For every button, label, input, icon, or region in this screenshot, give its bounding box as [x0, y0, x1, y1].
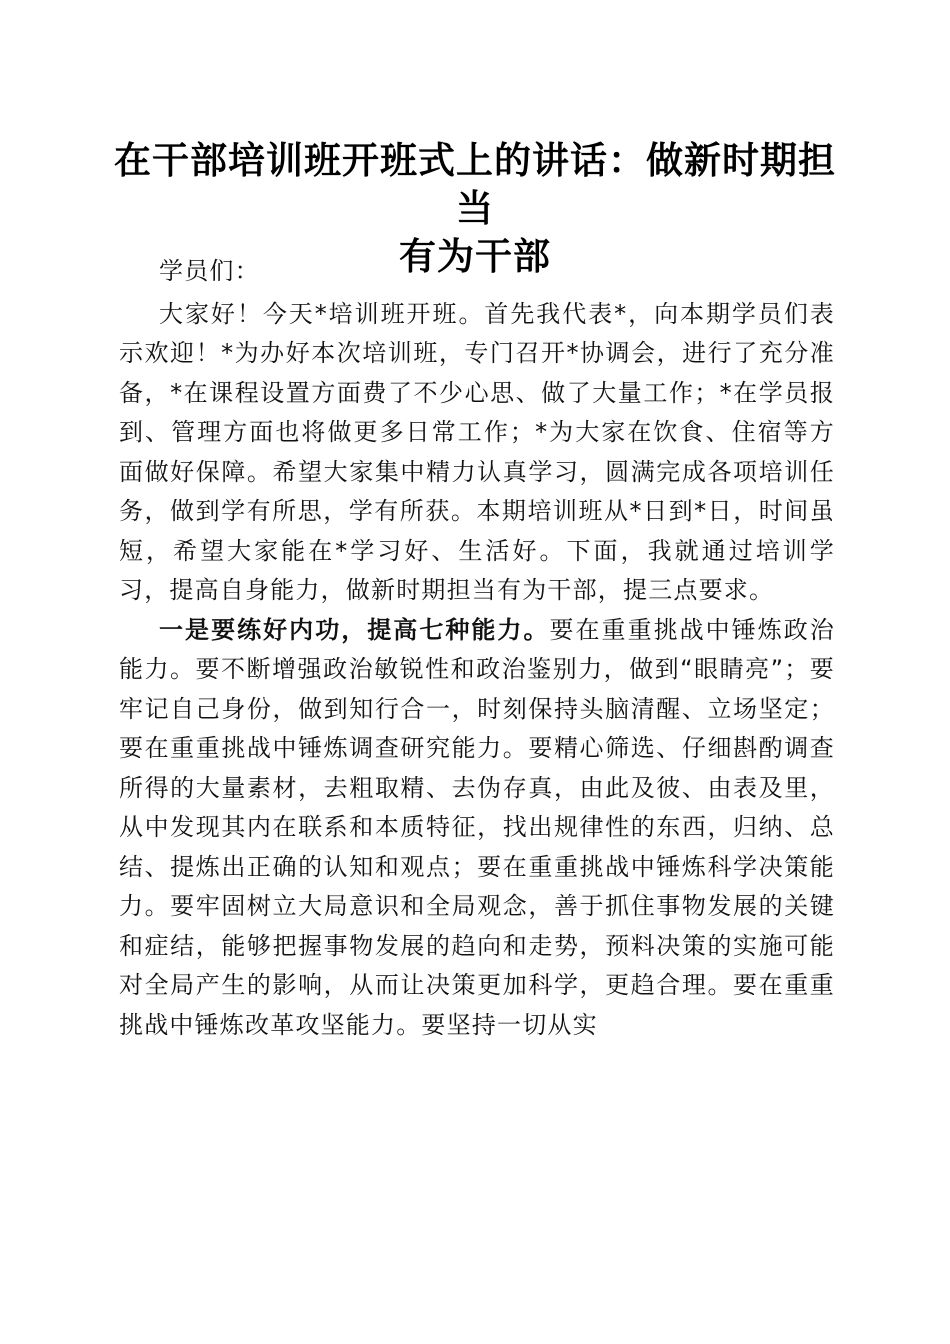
title-line-1: 在干部培训班开班式上的讲话：做新时期担当 — [114, 138, 836, 230]
greeting: 学员们： — [159, 257, 260, 285]
paragraph-intro: 大家好！今天*培训班开班。首先我代表*，向本期学员们表示欢迎！*为办好本次培训班，专门召开*协调会，进行了充分准备，*在课程设置方面费了不少心思、做了大量工作；*在学员报到、管理方面也将做更多日常工作；*为大家在饮食、住宿等方面做好保障。希望大家集中精力认真学习，圆满完成各项培训任务，做到学有所思，学有所获。本期培训班从*日到*日，时间虽短，希望大家能在*学习好、生活好。下面，我就通过培训学习，提高自身能力，做新时期担当有为干部，提三点要求。 — [119, 299, 835, 604]
document-body — [119, 252, 835, 1045]
paragraph-first-requirement — [119, 611, 835, 1046]
title-line-2: 有为干部 — [399, 234, 551, 278]
paragraph-lead: 一是要练好内功，提高七种能力。 — [159, 615, 550, 644]
paragraph-text: 要在重重挑战中锤炼政治能力。要不断增强政治敏锐性和政治鉴别力，做到“眼睛亮”；要牢记自己身份，做到知行合一，时刻保持头脑清醒、立场坚定；要在重重挑战中锤炼调查研究能力。要精心筛选、仔细斟酌调查所得的大量素材，去粗取精、去伪存真，由此及彼、由表及里，从中发现其内在联系和本质特征，找出规律性的东西，归纳、总结、提炼出正确的认知和观点；要在重重挑战中锤炼科学决策能力。要牢固树立大局意识和全局观念，善于抓住事物发展的关键和症结，能够把握事物发展的趋向和走势，预料决策的实施可能对全局产生的影响，从而让决策更加科学，更趋合理。要在重重挑战中锤炼改革攻坚能力。要坚持一切从实 — [119, 615, 836, 1039]
